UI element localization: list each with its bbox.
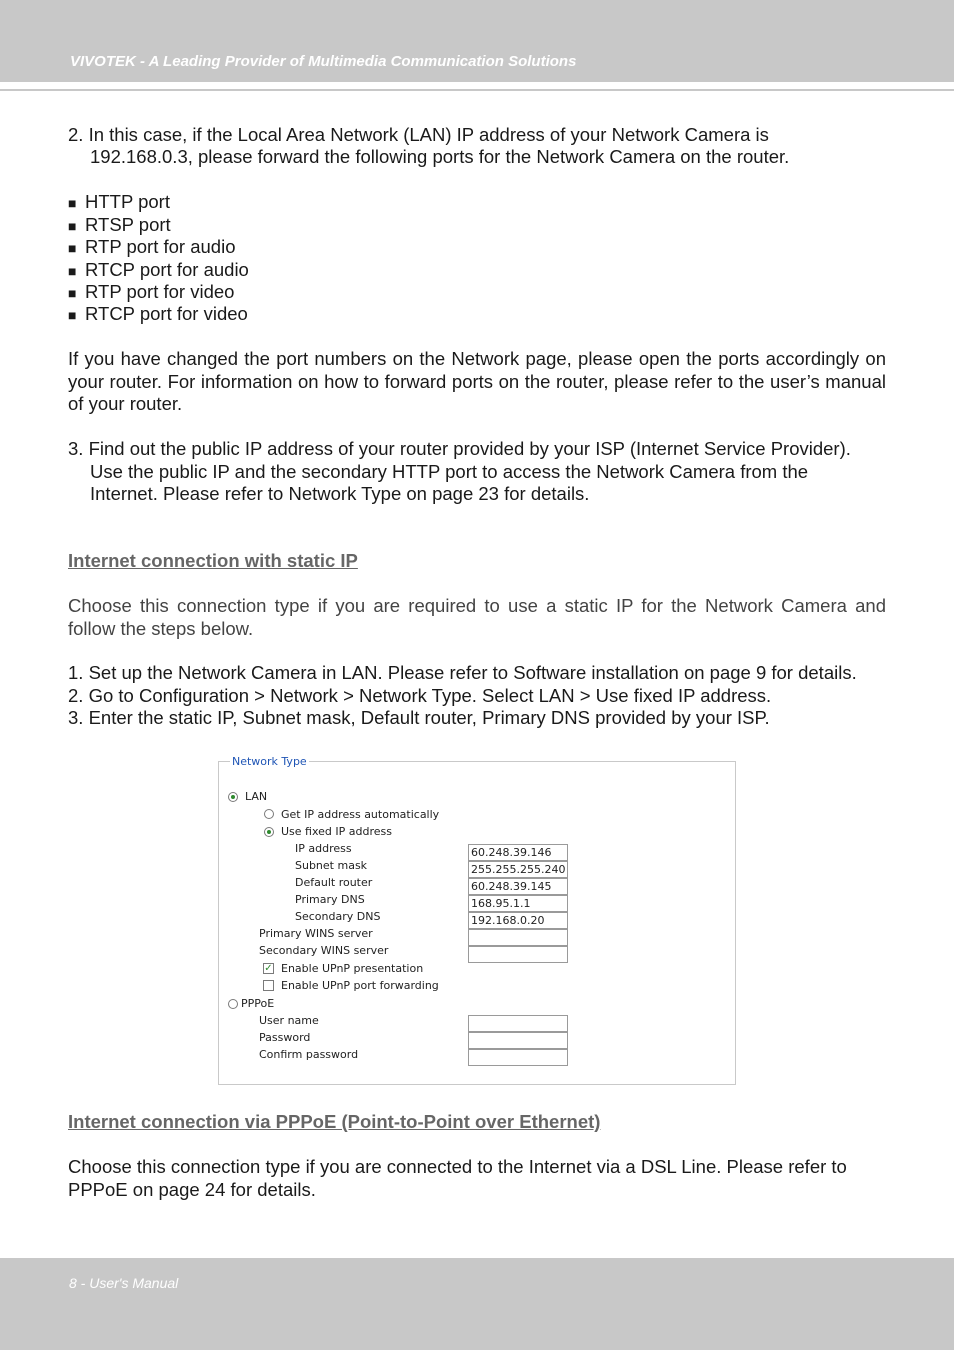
step3-line2: Use the public IP and the secondary HTTP port to access the Network Camera from the	[90, 461, 809, 482]
confirm-password-label: Confirm password	[259, 1048, 359, 1061]
secondary-dns-label: Secondary DNS	[295, 910, 381, 923]
lan-radio[interactable]	[228, 792, 238, 802]
header-divider	[0, 89, 954, 91]
bullet-icon: ■	[68, 263, 77, 279]
ip-address-label: IP address	[295, 842, 352, 855]
pppoe-body: Choose this connection type if you are connected to the Internet via a DSL Line. Please refer to PPPoE on page 24 for details.	[68, 1156, 847, 1200]
ip-address-input[interactable]: 60.248.39.146	[468, 844, 568, 861]
network-type-legend: Network Type	[232, 755, 307, 768]
bullet-icon: ■	[68, 307, 77, 323]
header-title: VIVOTEK - A Leading Provider of Multimedia Communication Solutions	[70, 53, 577, 70]
list-item: ■ RTCP port for audio	[68, 259, 249, 283]
pppoe-heading: Internet connection via PPPoE (Point-to-Point over Ethernet)	[68, 1111, 601, 1132]
upnp-presentation-label: Enable UPnP presentation	[281, 962, 424, 975]
primary-dns-input[interactable]: 168.95.1.1	[468, 895, 568, 912]
get-ip-auto-radio[interactable]	[264, 809, 274, 819]
static-ip-step-3: 3. Enter the static IP, Subnet mask, Default router, Primary DNS provided by your ISP.	[68, 707, 770, 728]
upnp-forwarding-checkbox[interactable]	[263, 980, 274, 991]
list-item: ■ RTSP port	[68, 214, 171, 238]
lan-label: LAN	[245, 790, 268, 803]
default-router-input[interactable]: 60.248.39.145	[468, 878, 568, 895]
step2-line2: 192.168.0.3, please forward the following ports for the Network Camera on the router.	[90, 146, 790, 167]
subnet-mask-input[interactable]: 255.255.255.240	[468, 861, 568, 878]
bullet-icon: ■	[68, 218, 77, 234]
step3-line1: 3. Find out the public IP address of your router provided by your ISP (Internet Service Provider).	[68, 438, 851, 459]
list-item: ■ RTP port for audio	[68, 236, 235, 260]
secondary-dns-input[interactable]: 192.168.0.20	[468, 912, 568, 929]
secondary-wins-input[interactable]	[468, 946, 568, 963]
secondary-wins-label: Secondary WINS server	[259, 944, 389, 957]
port-note: If you have changed the port numbers on the Network page, please open the ports accordingly on your router. For information on how to forward ports on the router, please refer to the user’s manual of your router.	[68, 348, 886, 414]
pppoe-label: PPPoE	[241, 997, 275, 1010]
user-name-label: User name	[259, 1014, 319, 1027]
password-input[interactable]	[468, 1032, 568, 1049]
static-ip-intro: Choose this connection type if you are required to use a static IP for the Network Camera and follow the steps below.	[68, 595, 886, 639]
page-header	[0, 0, 954, 82]
default-router-label: Default router	[295, 876, 373, 889]
bullet-icon: ■	[68, 240, 77, 256]
primary-dns-label: Primary DNS	[295, 893, 365, 906]
step3-line3: Internet. Please refer to Network Type on page 23 for details.	[90, 483, 590, 504]
confirm-password-input[interactable]	[468, 1049, 568, 1066]
footer-page-number: 8 - User's Manual	[69, 1275, 179, 1291]
use-fixed-ip-label: Use fixed IP address	[281, 825, 392, 838]
user-name-input[interactable]	[468, 1015, 568, 1032]
list-item: ■ HTTP port	[68, 191, 170, 215]
pppoe-radio[interactable]	[228, 999, 238, 1009]
subnet-mask-label: Subnet mask	[295, 859, 368, 872]
upnp-presentation-checkbox[interactable]: ✓	[264, 963, 273, 974]
step2-line1: 2. In this case, if the Local Area Network (LAN) IP address of your Network Camera is	[68, 124, 769, 145]
upnp-forwarding-label: Enable UPnP port forwarding	[281, 979, 439, 992]
page-footer	[0, 1258, 954, 1350]
get-ip-auto-label: Get IP address automatically	[281, 808, 440, 821]
list-item: ■ RTCP port for video	[68, 303, 248, 327]
password-label: Password	[259, 1031, 311, 1044]
bullet-icon: ■	[68, 195, 77, 211]
use-fixed-ip-radio[interactable]	[264, 827, 274, 837]
static-ip-heading: Internet connection with static IP	[68, 550, 358, 571]
list-item: ■ RTP port for video	[68, 281, 234, 305]
static-ip-step-1: 1. Set up the Network Camera in LAN. Please refer to Software installation on page 9 for details.	[68, 662, 857, 683]
bullet-icon: ■	[68, 285, 77, 301]
primary-wins-input[interactable]	[468, 929, 568, 946]
static-ip-step-2: 2. Go to Configuration > Network > Network Type. Select LAN > Use fixed IP address.	[68, 685, 772, 706]
primary-wins-label: Primary WINS server	[259, 927, 373, 940]
